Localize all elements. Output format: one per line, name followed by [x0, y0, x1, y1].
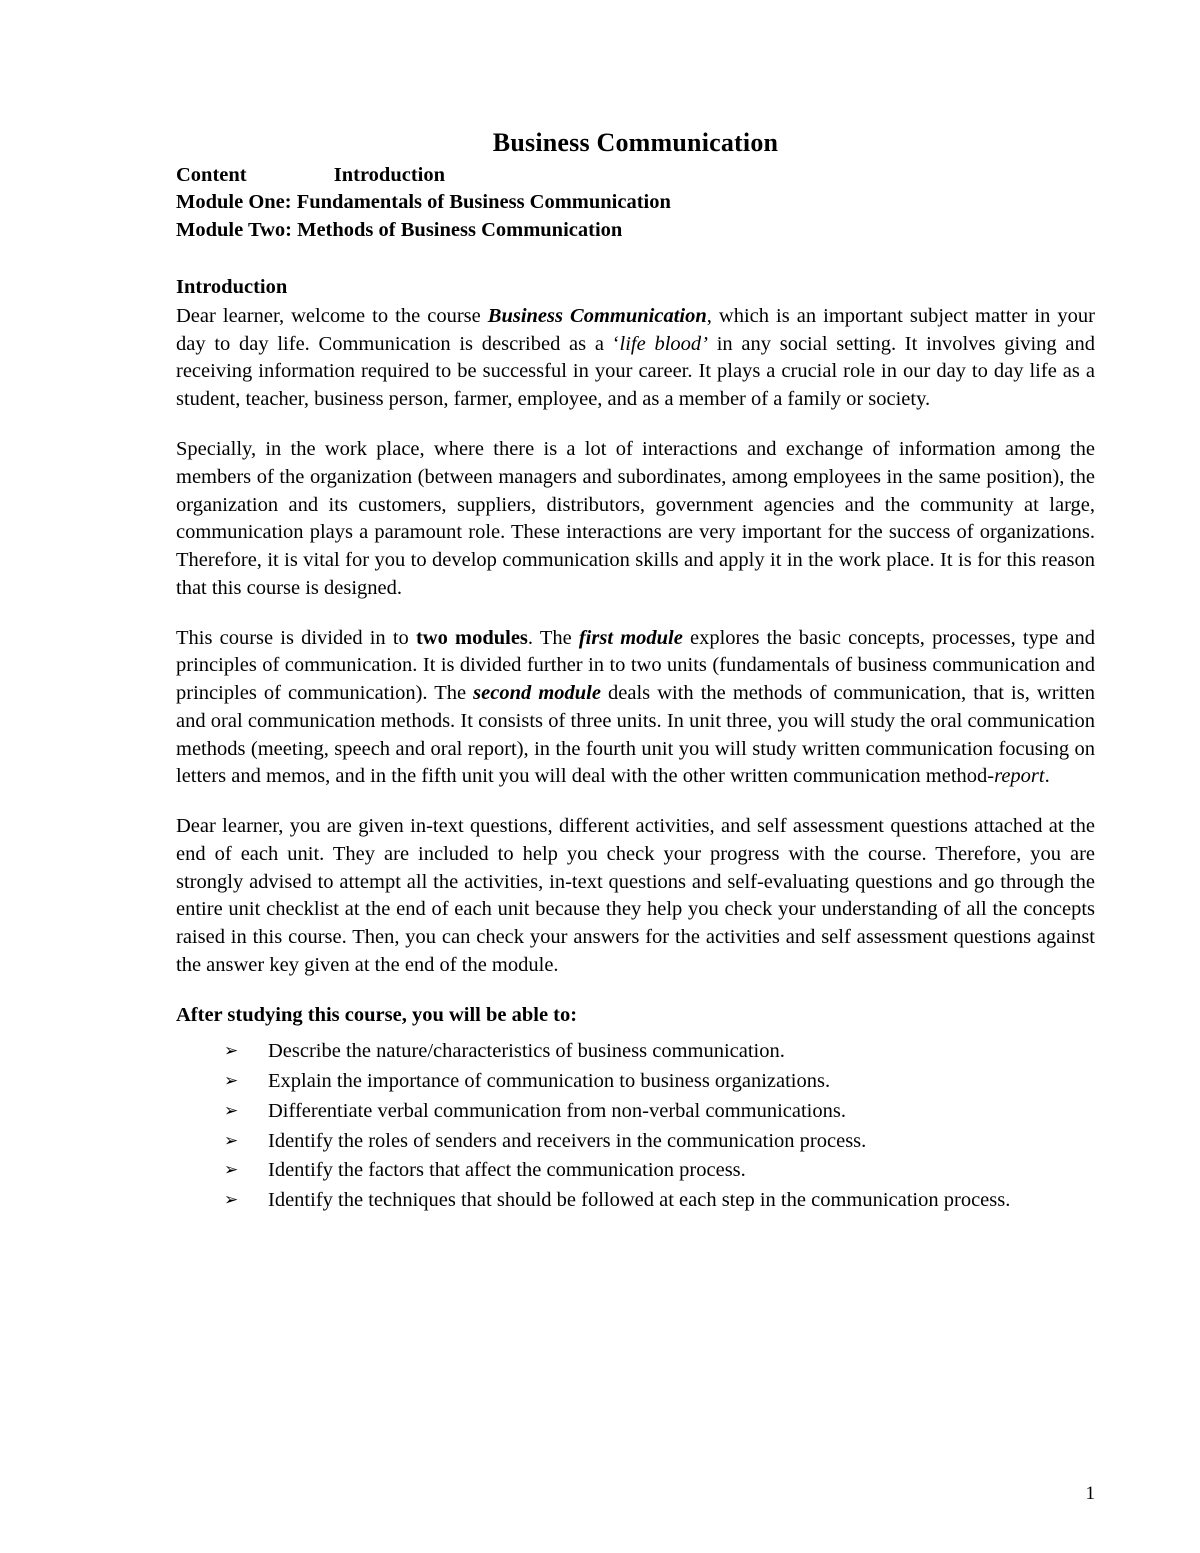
- par3-text-3: explores the basic concepts, processes, type and principles of communication. It is divided further in to two units (fundamentals of business communication and principles of communication). The: [176, 626, 1095, 705]
- list-item: [224, 1038, 1095, 1066]
- objective-text: Identify the roles of senders and receivers in the communication process.: [268, 1129, 867, 1152]
- par1-emphasis-2: life blood’: [619, 332, 708, 355]
- objective-text: Describe the nature/characteristics of business communication.: [268, 1040, 785, 1063]
- par3-emphasis-3: second module: [473, 682, 601, 705]
- list-item: [224, 1098, 1095, 1126]
- list-item: [224, 1068, 1095, 1096]
- objective-text: Identify the factors that affect the communication process.: [268, 1159, 746, 1182]
- par1-text-3: in any social setting. It involves giving and receiving information required to be successful in your career. It plays a crucial role in our day to day life as a student, teacher, business person, farmer, employee, and as a member of a family or society.: [176, 332, 1095, 411]
- toc-line-content: Content Introduction: [176, 163, 445, 186]
- intro-paragraph-2: Specially, in the work place, where there is a lot of interactions and exchange of information among the members of the organization (between managers and subordinates, among employees in the same position), the organization and its customers, suppliers, distributors, government agencies and the community at large, communication plays a paramount role. These interactions are very important for the success of organizations. Therefore, it is vital for you to develop communication skills and apply it in the work place. It is for this reason that this course is designed.: [176, 438, 1095, 599]
- arrow-bullet-icon: ➢: [224, 1041, 239, 1062]
- objectives-heading: After studying this course, you will be able to:: [176, 1003, 578, 1026]
- page-number: 1: [1085, 1483, 1095, 1504]
- page-title: Business Communication: [492, 128, 779, 157]
- arrow-bullet-icon: ➢: [224, 1071, 239, 1092]
- section-spacer: [176, 244, 1095, 274]
- par3-text-4: deals with the methods of communication, that is, written and oral communication methods. It consists of three units. In unit three, you will study the oral communication methods (meeting, speech and oral report), in the fourth unit you will study written communication focusing on letters and memos, and in the fifth unit you will deal with the other written communication method-: [176, 682, 1095, 788]
- intro-paragraph-1: [176, 303, 1095, 414]
- intro-paragraph-3: [176, 625, 1095, 792]
- list-item: [224, 1157, 1095, 1185]
- introduction-heading: Introduction: [176, 276, 288, 299]
- arrow-bullet-icon: ➢: [224, 1160, 239, 1181]
- list-item: [224, 1128, 1095, 1156]
- toc-line-module-one: Module One: Fundamentals of Business Communication: [176, 191, 671, 214]
- arrow-bullet-icon: ➢: [224, 1130, 239, 1151]
- list-item: [224, 1187, 1095, 1215]
- par3-text-5: .: [1044, 765, 1050, 788]
- objective-text: Differentiate verbal communication from non-verbal communications.: [268, 1099, 846, 1122]
- par1-text-1: Dear learner, welcome to the course: [176, 304, 488, 327]
- objective-text: Explain the importance of communication to business organizations.: [268, 1070, 831, 1093]
- arrow-bullet-icon: ➢: [224, 1100, 239, 1121]
- par3-emphasis-1: two modules: [415, 626, 528, 649]
- objective-text: Identify the techniques that should be followed at each step in the communication process.: [268, 1189, 1011, 1212]
- objectives-list: [176, 1038, 1095, 1215]
- par3-text-1: This course is divided in to: [176, 626, 416, 649]
- par1-emphasis-1: Business Communication: [487, 304, 707, 327]
- table-of-contents: [176, 162, 1095, 244]
- toc-line-module-two: Module Two: Methods of Business Communication: [176, 218, 623, 241]
- intro-paragraph-4: Dear learner, you are given in-text questions, different activities, and self assessment questions attached at the end of each unit. They are included to help you check your progress with the course. Therefore, you are strongly advised to attempt all the activities, in-text questions and self-evaluating questions and go through the entire unit checklist at the end of each unit because they help you check your understanding of all the concepts raised in this course. Then, you can check your answers for the activities and self assessment questions against the answer key given at the end of the module.: [176, 815, 1095, 977]
- par3-emphasis-2: first module: [578, 626, 683, 649]
- par1-text-2: , which is an important subject matter in your day to day life. Communication is described as a ‘: [176, 304, 1095, 355]
- arrow-bullet-icon: ➢: [224, 1190, 239, 1211]
- par3-emphasis-4: report: [994, 765, 1045, 788]
- par3-text-2: . The: [527, 626, 579, 649]
